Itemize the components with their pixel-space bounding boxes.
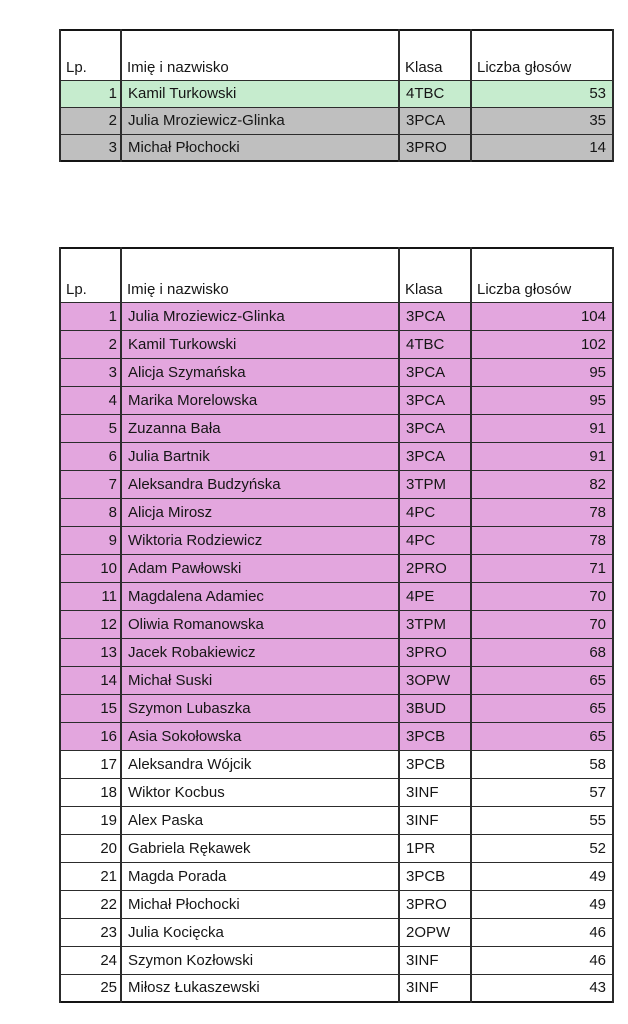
cell-votes: 55 xyxy=(471,806,613,834)
table-row xyxy=(60,134,613,161)
table-row xyxy=(60,610,613,638)
cell-class: 3PCA xyxy=(399,358,471,386)
cell-lp: 23 xyxy=(60,918,121,946)
cell-votes: 78 xyxy=(471,498,613,526)
cell-name: Julia Kocięcka xyxy=(121,918,399,946)
cell-lp: 13 xyxy=(60,638,121,666)
cell-name: Julia Bartnik xyxy=(121,442,399,470)
cell-lp: 3 xyxy=(60,358,121,386)
cell-name: Gabriela Rękawek xyxy=(121,834,399,862)
cell-lp: 2 xyxy=(60,107,121,134)
cell-name: Asia Sokołowska xyxy=(121,722,399,750)
cell-class: 3TPM xyxy=(399,610,471,638)
cell-votes: 82 xyxy=(471,470,613,498)
cell-votes: 14 xyxy=(471,134,613,161)
cell-lp: 25 xyxy=(60,974,121,1002)
table-row xyxy=(60,554,613,582)
cell-name: Alicja Szymańska xyxy=(121,358,399,386)
cell-votes: 65 xyxy=(471,694,613,722)
cell-class: 2PRO xyxy=(399,554,471,582)
cell-name: Kamil Turkowski xyxy=(121,330,399,358)
table-row xyxy=(60,582,613,610)
cell-class: 3PCA xyxy=(399,107,471,134)
column-header-votes: Liczba głosów xyxy=(471,248,613,302)
cell-lp: 8 xyxy=(60,498,121,526)
cell-name: Adam Pawłowski xyxy=(121,554,399,582)
cell-class: 3PCA xyxy=(399,442,471,470)
cell-name: Oliwia Romanowska xyxy=(121,610,399,638)
cell-class: 3PCB xyxy=(399,750,471,778)
table-row xyxy=(60,302,613,330)
cell-lp: 14 xyxy=(60,666,121,694)
column-header-name: Imię i nazwisko xyxy=(121,30,399,80)
table-row xyxy=(60,638,613,666)
cell-votes: 95 xyxy=(471,386,613,414)
cell-lp: 24 xyxy=(60,946,121,974)
cell-lp: 7 xyxy=(60,470,121,498)
cell-class: 3PRO xyxy=(399,134,471,161)
table-row xyxy=(60,666,613,694)
cell-name: Michał Płochocki xyxy=(121,890,399,918)
cell-name: Wiktor Kocbus xyxy=(121,778,399,806)
cell-class: 1PR xyxy=(399,834,471,862)
table-row xyxy=(60,358,613,386)
cell-class: 3PCA xyxy=(399,302,471,330)
cell-name: Magdalena Adamiec xyxy=(121,582,399,610)
cell-votes: 102 xyxy=(471,330,613,358)
cell-votes: 49 xyxy=(471,890,613,918)
cell-votes: 49 xyxy=(471,862,613,890)
cell-lp: 5 xyxy=(60,414,121,442)
cell-name: Julia Mroziewicz-Glinka xyxy=(121,302,399,330)
table-row xyxy=(60,946,613,974)
cell-lp: 9 xyxy=(60,526,121,554)
column-header-class: Klasa xyxy=(399,30,471,80)
table-row xyxy=(60,414,613,442)
cell-votes: 65 xyxy=(471,666,613,694)
table-row xyxy=(60,862,613,890)
header-row xyxy=(60,30,613,80)
table-row xyxy=(60,918,613,946)
column-header-name: Imię i nazwisko xyxy=(121,248,399,302)
cell-lp: 2 xyxy=(60,330,121,358)
cell-votes: 91 xyxy=(471,442,613,470)
cell-votes: 70 xyxy=(471,582,613,610)
cell-class: 4PE xyxy=(399,582,471,610)
cell-name: Wiktoria Rodziewicz xyxy=(121,526,399,554)
table-row xyxy=(60,694,613,722)
table-row xyxy=(60,974,613,1002)
cell-class: 4TBC xyxy=(399,80,471,107)
table-row xyxy=(60,834,613,862)
cell-name: Aleksandra Budzyńska xyxy=(121,470,399,498)
table-row xyxy=(60,386,613,414)
cell-lp: 1 xyxy=(60,302,121,330)
cell-lp: 20 xyxy=(60,834,121,862)
cell-lp: 16 xyxy=(60,722,121,750)
cell-lp: 1 xyxy=(60,80,121,107)
cell-votes: 57 xyxy=(471,778,613,806)
cell-votes: 35 xyxy=(471,107,613,134)
results-table-top xyxy=(59,29,614,162)
column-header-votes: Liczba głosów xyxy=(471,30,613,80)
cell-name: Julia Mroziewicz-Glinka xyxy=(121,107,399,134)
cell-lp: 6 xyxy=(60,442,121,470)
results-table-main xyxy=(59,247,614,1003)
table-row xyxy=(60,107,613,134)
table-row xyxy=(60,526,613,554)
cell-class: 3INF xyxy=(399,974,471,1002)
cell-name: Alex Paska xyxy=(121,806,399,834)
cell-votes: 46 xyxy=(471,918,613,946)
table-row xyxy=(60,890,613,918)
cell-lp: 11 xyxy=(60,582,121,610)
cell-name: Michał Płochocki xyxy=(121,134,399,161)
cell-votes: 68 xyxy=(471,638,613,666)
cell-votes: 70 xyxy=(471,610,613,638)
cell-name: Magda Porada xyxy=(121,862,399,890)
table-row xyxy=(60,330,613,358)
cell-class: 3PCA xyxy=(399,414,471,442)
cell-name: Szymon Kozłowski xyxy=(121,946,399,974)
cell-class: 4PC xyxy=(399,526,471,554)
cell-class: 3BUD xyxy=(399,694,471,722)
cell-class: 3INF xyxy=(399,946,471,974)
cell-name: Marika Morelowska xyxy=(121,386,399,414)
table-row xyxy=(60,470,613,498)
cell-votes: 58 xyxy=(471,750,613,778)
cell-class: 3OPW xyxy=(399,666,471,694)
table-row xyxy=(60,778,613,806)
table-row xyxy=(60,498,613,526)
header-row xyxy=(60,248,613,302)
column-header-lp: Lp. xyxy=(60,30,121,80)
table-row xyxy=(60,442,613,470)
cell-class: 3PCA xyxy=(399,386,471,414)
cell-name: Michał Suski xyxy=(121,666,399,694)
cell-class: 3PRO xyxy=(399,638,471,666)
column-header-lp: Lp. xyxy=(60,248,121,302)
cell-name: Zuzanna Bała xyxy=(121,414,399,442)
cell-class: 4TBC xyxy=(399,330,471,358)
cell-votes: 95 xyxy=(471,358,613,386)
cell-lp: 4 xyxy=(60,386,121,414)
cell-votes: 53 xyxy=(471,80,613,107)
column-header-class: Klasa xyxy=(399,248,471,302)
cell-lp: 3 xyxy=(60,134,121,161)
cell-class: 4PC xyxy=(399,498,471,526)
cell-lp: 15 xyxy=(60,694,121,722)
cell-votes: 65 xyxy=(471,722,613,750)
cell-lp: 17 xyxy=(60,750,121,778)
cell-lp: 19 xyxy=(60,806,121,834)
cell-name: Aleksandra Wójcik xyxy=(121,750,399,778)
cell-votes: 91 xyxy=(471,414,613,442)
cell-lp: 18 xyxy=(60,778,121,806)
cell-class: 2OPW xyxy=(399,918,471,946)
cell-lp: 22 xyxy=(60,890,121,918)
cell-class: 3PCB xyxy=(399,862,471,890)
cell-votes: 43 xyxy=(471,974,613,1002)
table-row xyxy=(60,750,613,778)
table-row xyxy=(60,80,613,107)
cell-class: 3TPM xyxy=(399,470,471,498)
cell-votes: 104 xyxy=(471,302,613,330)
cell-votes: 71 xyxy=(471,554,613,582)
cell-name: Alicja Mirosz xyxy=(121,498,399,526)
cell-name: Jacek Robakiewicz xyxy=(121,638,399,666)
cell-name: Miłosz Łukaszewski xyxy=(121,974,399,1002)
cell-votes: 52 xyxy=(471,834,613,862)
cell-class: 3INF xyxy=(399,806,471,834)
cell-class: 3PCB xyxy=(399,722,471,750)
cell-lp: 10 xyxy=(60,554,121,582)
table-row xyxy=(60,806,613,834)
cell-votes: 46 xyxy=(471,946,613,974)
cell-name: Szymon Lubaszka xyxy=(121,694,399,722)
table-row xyxy=(60,722,613,750)
cell-votes: 78 xyxy=(471,526,613,554)
cell-lp: 12 xyxy=(60,610,121,638)
cell-class: 3PRO xyxy=(399,890,471,918)
cell-name: Kamil Turkowski xyxy=(121,80,399,107)
cell-lp: 21 xyxy=(60,862,121,890)
cell-class: 3INF xyxy=(399,778,471,806)
